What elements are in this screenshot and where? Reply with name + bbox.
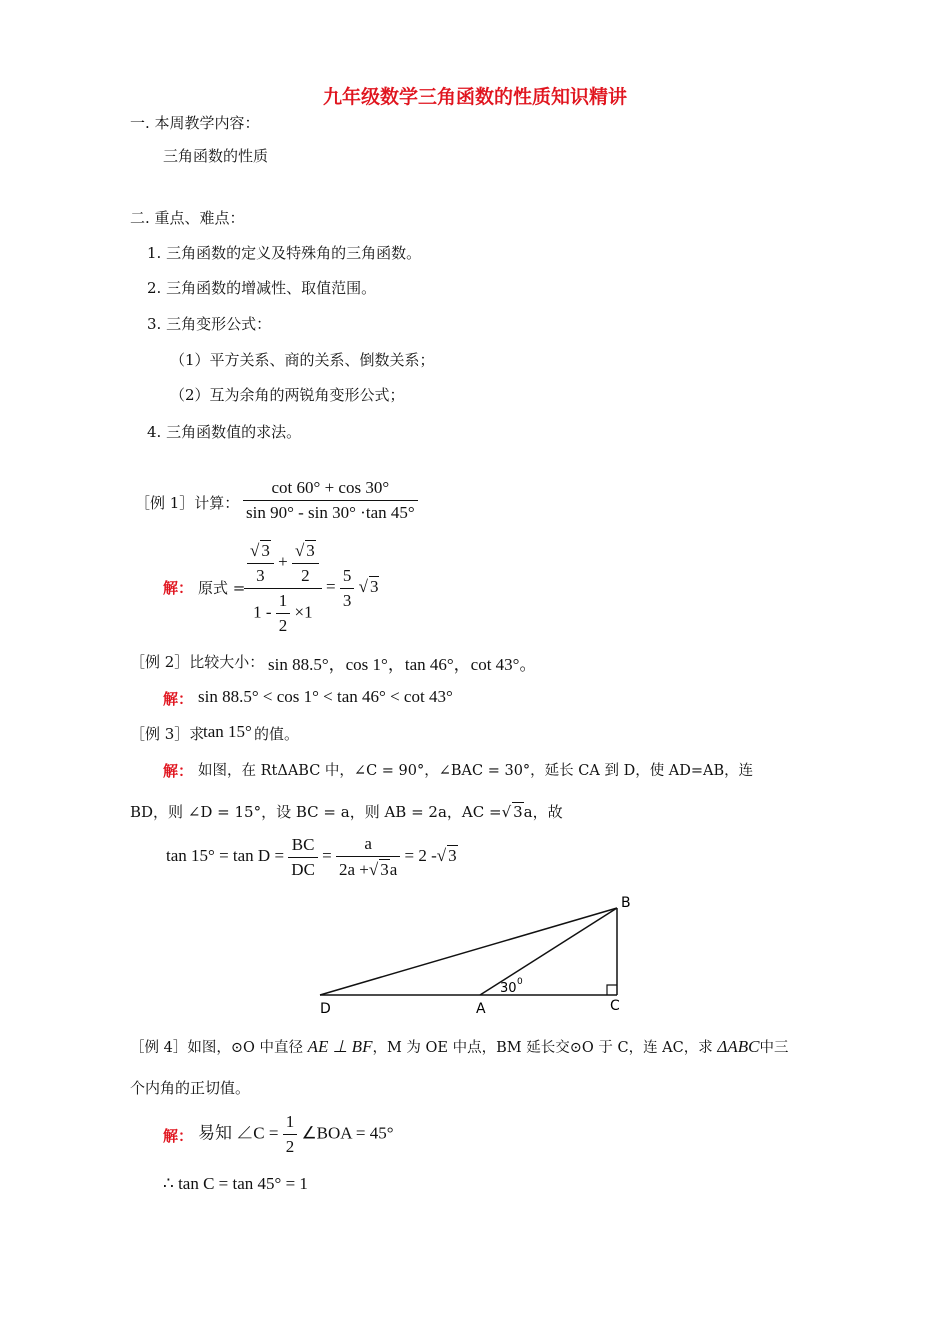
section-1-heading: 一. 本周教学内容：	[130, 114, 260, 132]
label-a: A	[476, 1001, 486, 1017]
segment-db	[320, 908, 617, 995]
section-2-heading: 二. 重点、难点：	[130, 209, 245, 227]
example-4-line-2: 个内角的正切值。	[130, 1079, 251, 1097]
example-3-solution-line-2: BD，则 ∠D = 15°，设 BC = a，则 AB = 2a，AC =√ 3a，故	[130, 803, 563, 821]
right-angle-mark	[607, 985, 617, 995]
example-3-formula: tan 15° = tan D = $\frac{BC}{DC}$ = $\frac{a}{2a +√ 3a}$ = 2 -√ 3	[166, 834, 457, 879]
label-b: B	[621, 895, 631, 911]
section-1-content: 三角函数的性质	[163, 147, 269, 165]
example-3-solution-line-1: 如图，在 RtΔABC 中，∠C = 90°，∠BAC = 30°，延长 CA 到 D，使 AD=AB，连	[198, 763, 754, 779]
example-4-solution: 易知 ∠C = $\frac{1}{2}$ ∠BOA = 45°	[198, 1112, 394, 1156]
example-3-tail: 的值。	[254, 725, 300, 743]
example-3-label: ［例 3］求	[130, 725, 205, 743]
example-4-line-1: ［例 4］如图，⊙O 中直径 AE ⊥ BF，M 为 OE 中点，BM 延长交⊙O 于 C，连 AC，求 ΔABC中三	[130, 1037, 789, 1056]
example-1-solution-text: 原式 =	[198, 579, 246, 597]
example-3-solution-label: 解：	[163, 762, 194, 780]
example-2-solution-label: 解：	[163, 690, 194, 708]
sub-list-item: （2）互为余角的两锐角变形公式；	[170, 386, 405, 404]
document-title: 九年级数学三角函数的性质知识精讲	[322, 86, 627, 108]
example-3-expression: tan 15°	[203, 722, 252, 741]
example-1-solution-label: 解：	[163, 579, 194, 597]
example-1-solution-formula: $\frac{√ 3}{3}$ + $\frac{√ 3}{2}$ 1 - $\frac{1}{2}$ ×1 = $\frac{5}{3}$ √ 3	[244, 540, 379, 636]
angle-label: 30	[500, 981, 517, 996]
example-2-solution: sin 88.5° < cos 1° < tan 46° < cot 43°	[198, 687, 453, 706]
example-4-solution-label: 解：	[163, 1127, 194, 1145]
list-item: 4. 三角函数值的求法。	[147, 423, 302, 441]
angle-degree: 0	[517, 977, 523, 987]
sub-list-item: （1）平方关系、商的关系、倒数关系；	[170, 351, 435, 369]
list-item: 1. 三角函数的定义及特殊角的三角函数。	[147, 244, 422, 262]
label-d: D	[320, 1001, 331, 1017]
example-2-label: ［例 2］比较大小：	[130, 653, 265, 671]
example-2-expression: sin 88.5°，cos 1°，tan 46°，cot 43°。	[268, 655, 537, 674]
list-item: 3. 三角变形公式：	[147, 315, 272, 333]
example-4-therefore: ∴ tan C = tan 45° = 1	[163, 1174, 308, 1193]
label-c: C	[610, 998, 620, 1014]
example-1-expression: $\frac{\cot 60^\circ + \cos 30^\circ}{\sin 90^\circ - \sin 30^\circ \cdot\tan 45^\circ}$	[243, 478, 418, 523]
list-item: 2. 三角函数的增减性、取值范围。	[147, 279, 377, 297]
example-1-label: ［例 1］计算：	[135, 494, 240, 512]
